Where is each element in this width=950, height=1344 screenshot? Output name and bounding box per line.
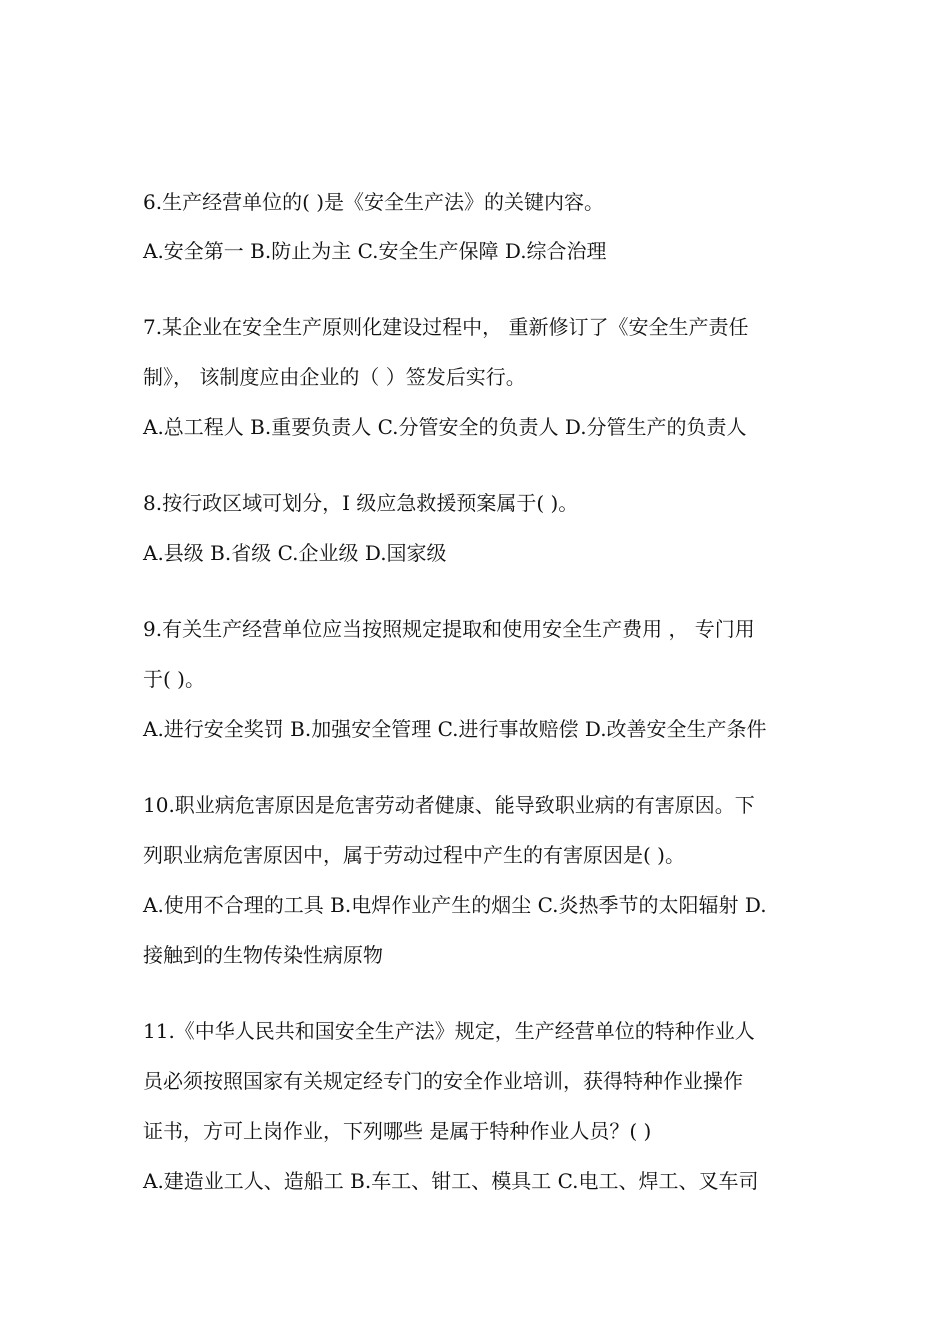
stem-line: 10.职业病危害原因是危害劳动者健康、能导致职业病的有害原因。下 bbox=[143, 793, 755, 817]
options-line: A.县级 B.省级 C.企业级 D.国家级 bbox=[143, 541, 447, 565]
question-stem bbox=[143, 478, 813, 528]
options-line: A.安全第一 B.防止为主 C.安全生产保障 D.综合治理 bbox=[143, 239, 607, 263]
question-10 bbox=[143, 780, 813, 980]
stem-line: 员必须按照国家有关规定经专门的安全作业培训，获得特种作业操作 bbox=[143, 1069, 743, 1093]
question-9 bbox=[143, 604, 813, 754]
options-line: A.总工程人 B.重要负责人 C.分管安全的负责人 D.分管生产的负责人 bbox=[143, 415, 747, 439]
stem-line: 列职业病危害原因中，属于劳动过程中产生的有害原因是( )。 bbox=[143, 843, 685, 867]
options-line: A.进行安全奖罚 B.加强安全管理 C.进行事故赔偿 D.改善安全生产条件 bbox=[143, 717, 767, 741]
stem-line: 证书，方可上岗作业，下列哪些 是属于特种作业人员？( ) bbox=[143, 1119, 652, 1143]
options-line: A.建造业工人、造船工 B.车工、钳工、模具工 C.电工、焊工、叉车司 bbox=[143, 1169, 759, 1193]
stem-line: 11.《中华人民共和国安全生产法》规定，生产经营单位的特种作业人 bbox=[143, 1019, 755, 1043]
question-8 bbox=[143, 478, 813, 578]
question-7 bbox=[143, 302, 813, 452]
question-stem bbox=[143, 780, 813, 880]
document-page bbox=[143, 178, 813, 1232]
question-stem bbox=[143, 1006, 813, 1156]
question-options bbox=[143, 402, 813, 452]
options-line: A.使用不合理的工具 B.电焊作业产生的烟尘 C.炎热季节的太阳辐射 D. bbox=[143, 893, 767, 917]
stem-line: 7.某企业在安全生产原则化建设过程中， 重新修订了《安全生产责任 bbox=[143, 315, 749, 339]
options-line: 接触到的生物传染性病原物 bbox=[143, 943, 383, 967]
stem-line: 制》， 该制度应由企业的（ ）签发后实行。 bbox=[143, 365, 526, 389]
question-options bbox=[143, 528, 813, 578]
question-11 bbox=[143, 1006, 813, 1206]
question-options bbox=[143, 880, 813, 980]
stem-line: 6.生产经营单位的( )是《安全生产法》的关键内容。 bbox=[143, 190, 605, 214]
question-options bbox=[143, 704, 813, 754]
stem-line: 9.有关生产经营单位应当按照规定提取和使用安全生产费用 ， 专门用 bbox=[143, 617, 755, 641]
question-stem bbox=[143, 178, 813, 226]
question-stem bbox=[143, 302, 813, 402]
question-stem bbox=[143, 604, 813, 704]
stem-line: 8.按行政区域可划分，I 级应急救援预案属于( )。 bbox=[143, 491, 579, 515]
question-options bbox=[143, 226, 813, 276]
question-6 bbox=[143, 178, 813, 276]
stem-line: 于( )。 bbox=[143, 667, 205, 691]
question-options bbox=[143, 1156, 813, 1206]
